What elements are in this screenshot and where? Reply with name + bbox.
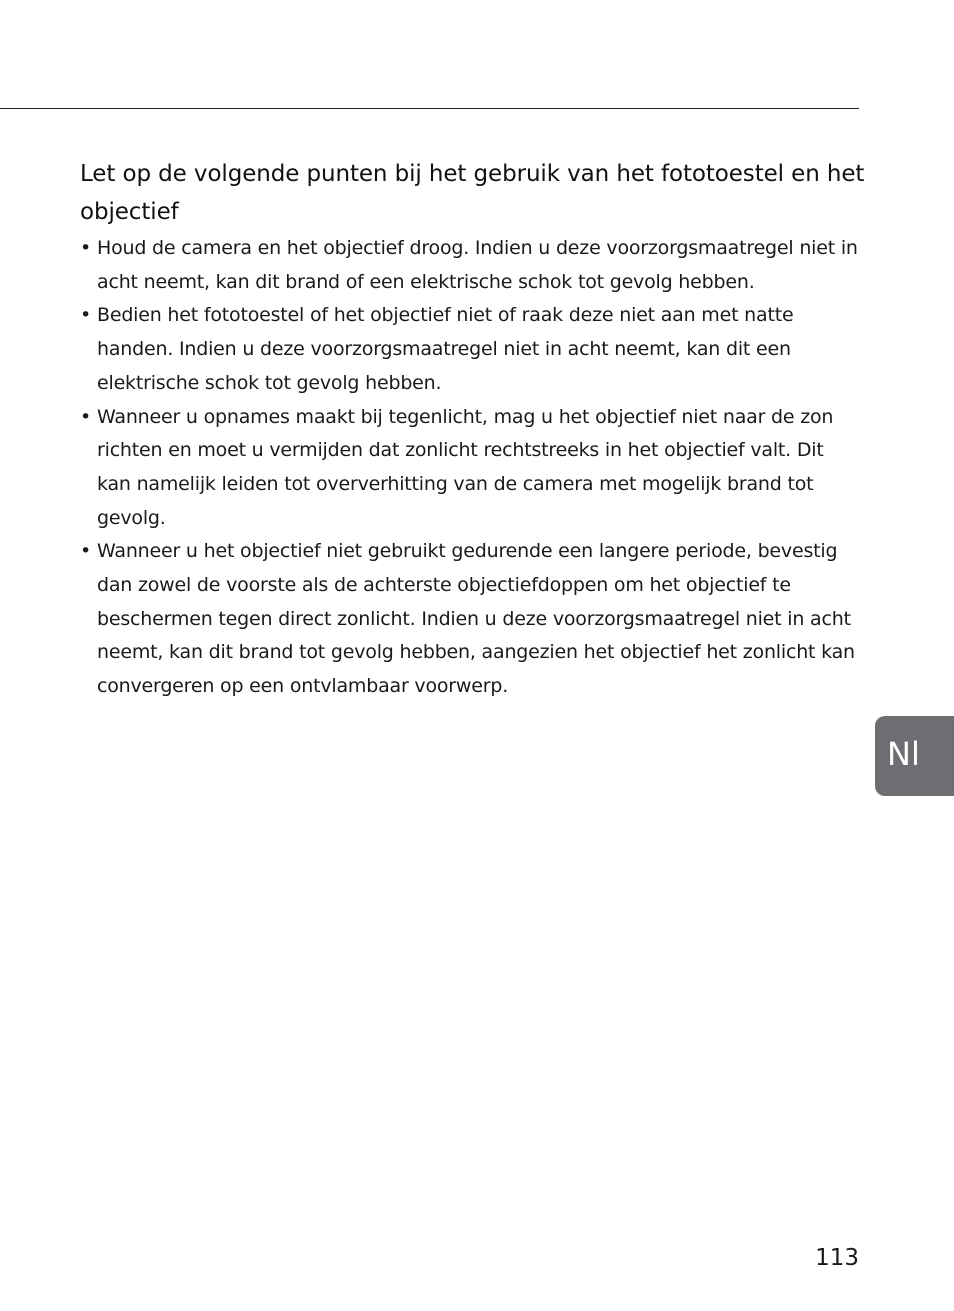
precaution-list <box>80 232 860 704</box>
list-item <box>80 401 860 536</box>
list-item-text: Wanneer u het objectief niet gebruikt gedurende een langere periode, bevestig dan zowel de voorste als de achterste objectiefdoppen om het objectief te beschermen tegen direct zonlicht. Indien u deze voorzorgsmaatregel niet in acht neemt, kan dit brand tot gevolg hebben, aangezien het objectief het zonlicht kan convergeren op een ontvlambaar voorwerp. <box>97 540 855 698</box>
language-tab-label: Nl <box>887 735 920 773</box>
page-number: 113 <box>815 1245 859 1271</box>
list-item <box>80 535 860 704</box>
list-item <box>80 232 860 299</box>
bullet-icon: • <box>80 405 92 428</box>
list-item-text: Houd de camera en het objectief droog. Indien u deze voorzorgsmaatregel niet in acht neemt, kan dit brand of een elektrische schok tot gevolg hebben. <box>97 237 858 293</box>
bullet-icon: • <box>80 237 92 259</box>
list-item-text: Wanneer u opnames maakt bij tegenlicht, mag u het objectief niet naar de zon richten en moet u vermijden dat zonlicht rechtstreeks in het objectief valt. Dit kan namelijk leiden tot oververhitting van de camera met mogelijk brand tot gevolg. <box>97 405 834 529</box>
section-heading: Let op de volgende punten bij het gebruik van het fototoestel en het objectief <box>80 161 865 225</box>
language-tab <box>875 716 954 796</box>
bullet-icon: • <box>80 304 92 327</box>
list-item <box>80 299 860 400</box>
list-item-text: Bedien het fototoestel of het objectief niet of raak deze niet aan met natte handen. Indien u deze voorzorgsmaatregel niet in acht neemt, kan dit een elektrische schok tot gevolg hebben. <box>97 304 794 394</box>
header-rule <box>0 108 859 109</box>
bullet-icon: • <box>80 540 92 563</box>
